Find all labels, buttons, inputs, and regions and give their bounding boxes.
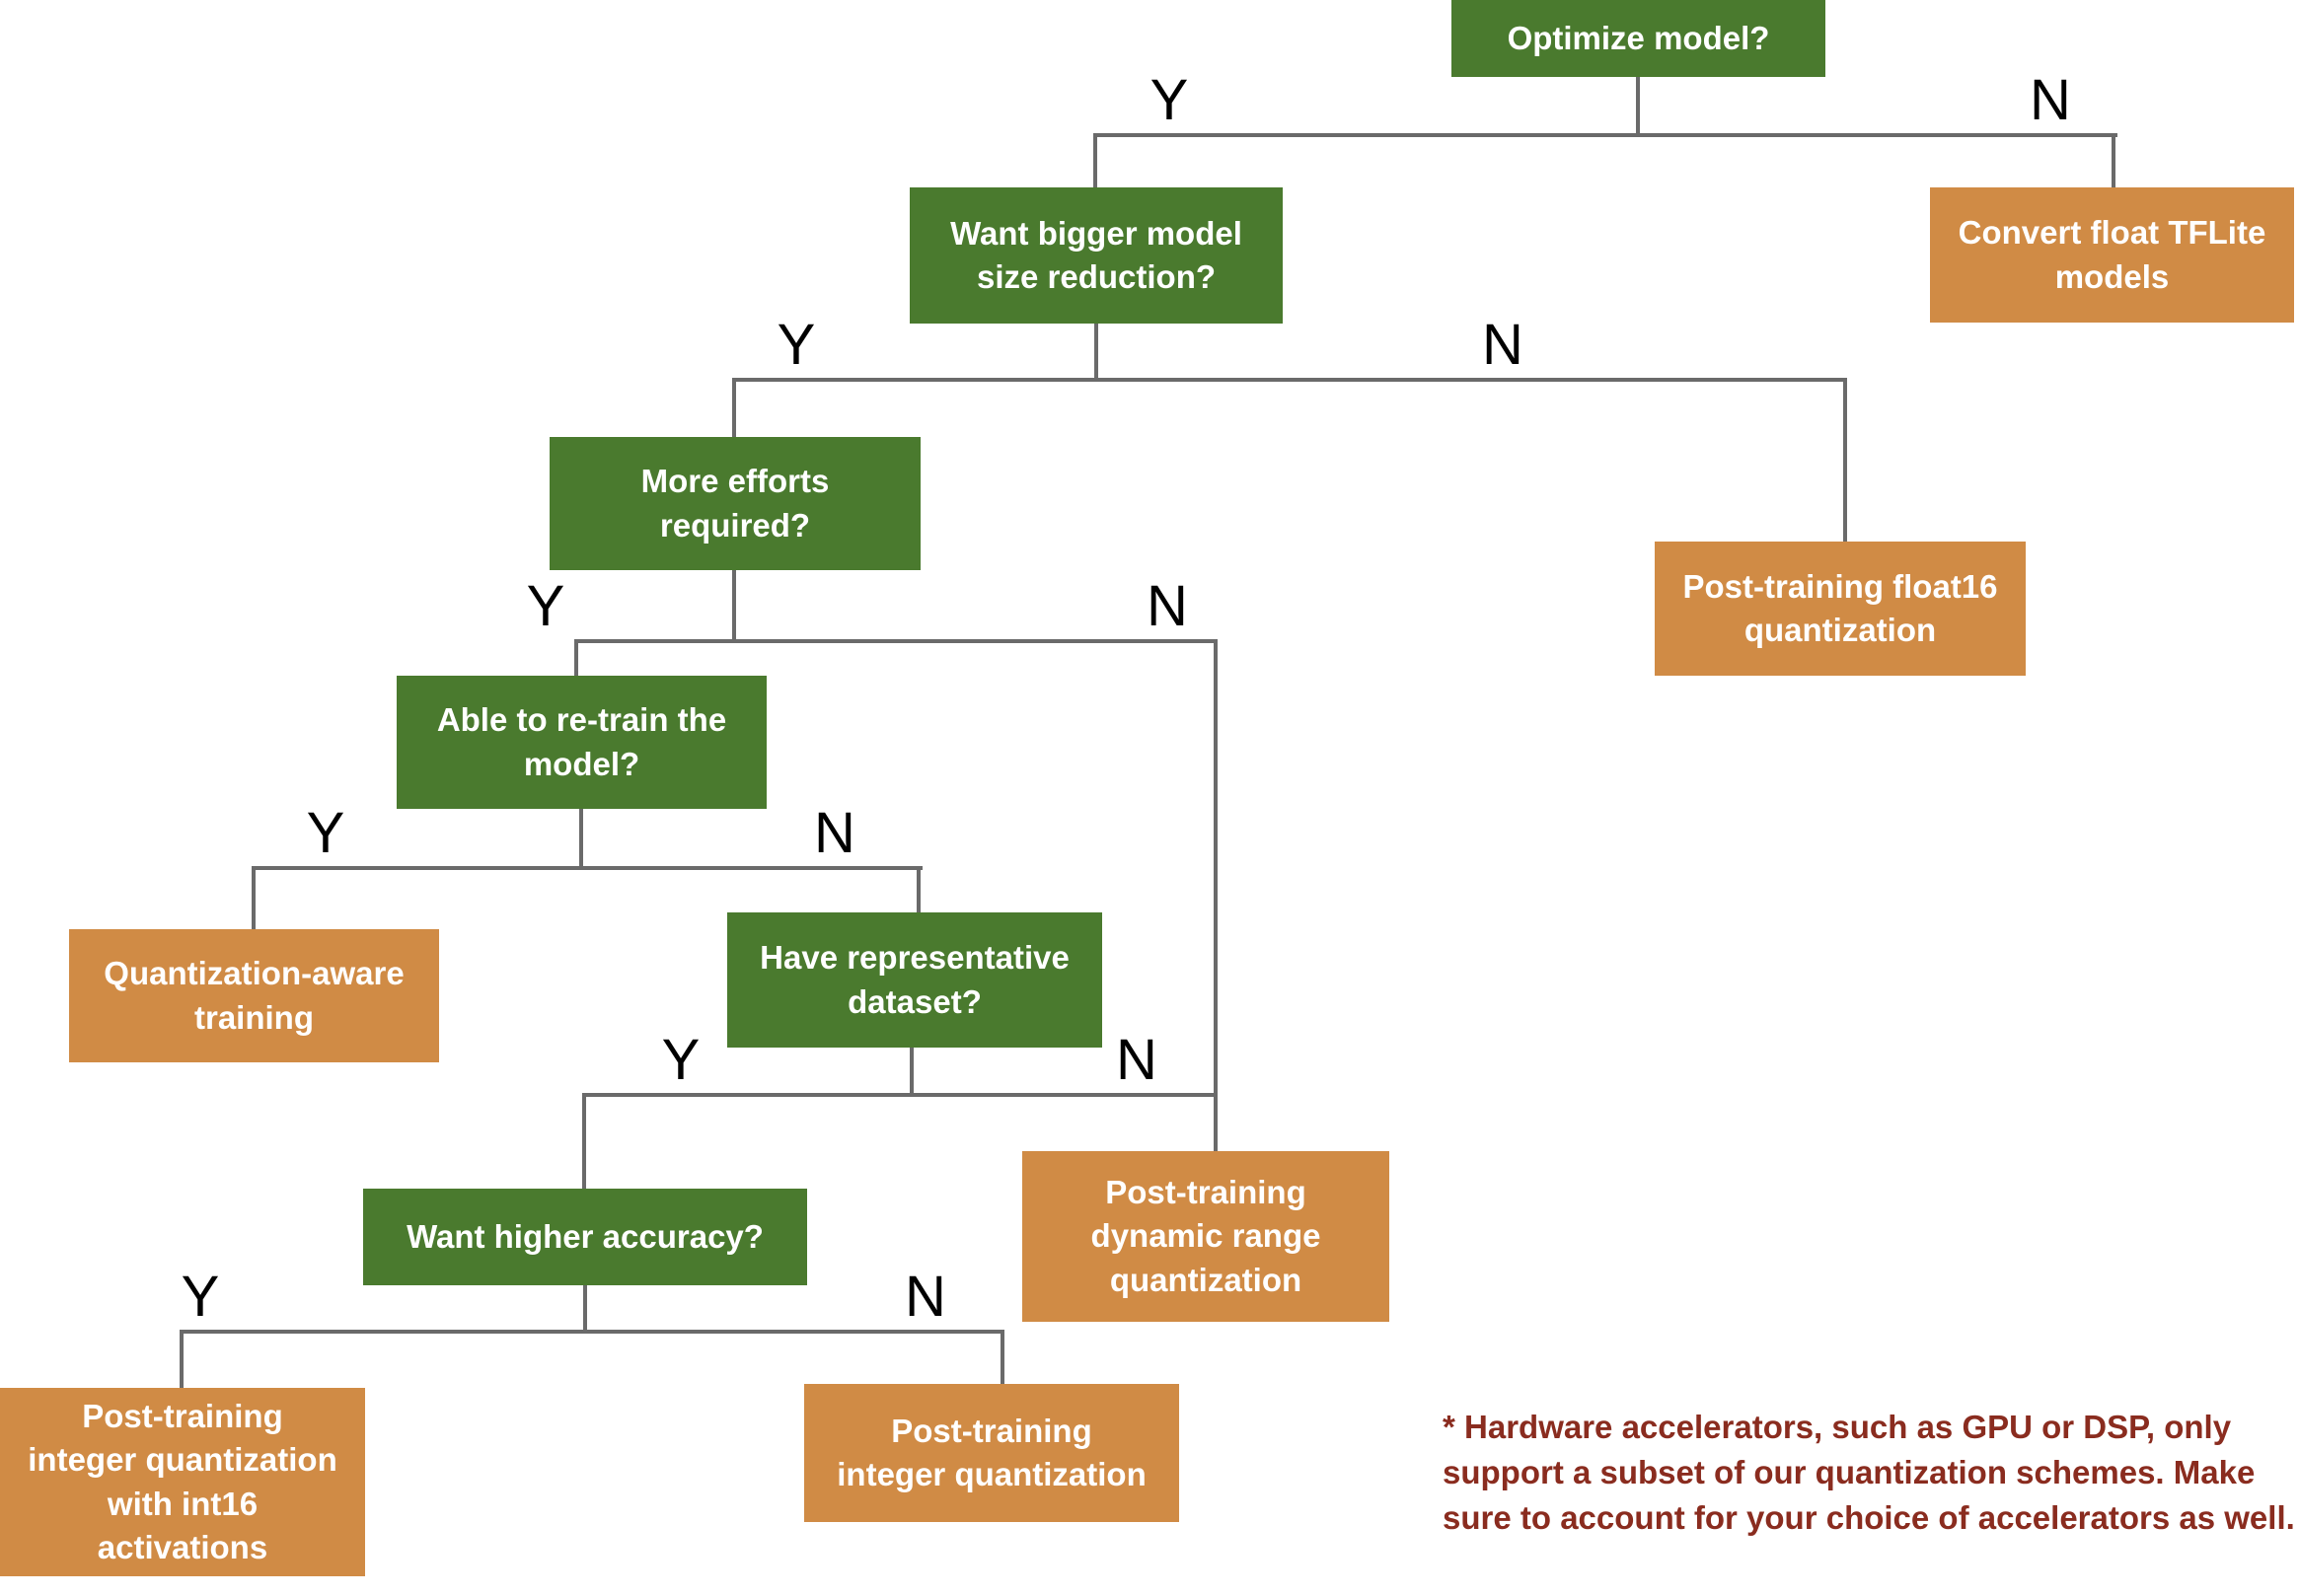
branch-label-tier3-yes: Y	[526, 574, 565, 638]
conn-tier4-horizontal	[252, 866, 923, 870]
node-label-line: integer quantization	[837, 1456, 1147, 1492]
conn-tier3-horizontal	[574, 639, 1218, 643]
node-integer-quantization	[804, 1384, 1179, 1522]
conn-accuracy-down	[583, 1283, 587, 1334]
node-more-efforts	[550, 437, 921, 570]
node-label-line: More efforts	[640, 463, 830, 500]
branch-label-tier3-no: N	[1147, 574, 1188, 638]
node-quantization-aware-training	[69, 929, 439, 1062]
conn-tier3-yes-drop	[574, 639, 578, 678]
node-label-line: with int16	[107, 1485, 259, 1522]
node-label-line: Have representative	[760, 939, 1070, 977]
conn-tier5-horizontal	[582, 1093, 1218, 1097]
conn-tier2-no-drop	[1843, 378, 1847, 544]
branch-label-tier4-yes: Y	[306, 801, 345, 865]
node-convert-float-tflite	[1930, 187, 2294, 323]
conn-dataset-down	[910, 1046, 914, 1097]
conn-tier5-yes-drop	[582, 1093, 586, 1191]
branch-label-tier6-no: N	[905, 1265, 946, 1329]
footnote-line: sure to account for your choice of accelerators as well.	[1443, 1499, 2295, 1537]
node-label-line: Post-training	[1105, 1174, 1306, 1211]
branch-label-tier4-no: N	[814, 801, 855, 865]
node-label-line: training	[194, 998, 314, 1036]
node-label-line: activations	[97, 1528, 268, 1565]
node-want-higher-accuracy	[363, 1189, 807, 1285]
conn-tier2-yes-drop	[732, 378, 736, 439]
node-label-line: Want higher accuracy?	[407, 1217, 764, 1255]
node-optimize-model	[1451, 0, 1825, 77]
node-label-line: model?	[523, 745, 640, 782]
branch-label-tier2-yes: Y	[777, 313, 816, 377]
conn-tier1-horizontal	[1093, 133, 2117, 137]
branch-label-tier1-yes: Y	[1150, 68, 1189, 132]
node-label-line: integer quantization	[28, 1441, 337, 1479]
node-label-line: Post-training	[891, 1412, 1092, 1449]
node-label-line: Want bigger model	[950, 214, 1242, 252]
node-label-line: required?	[659, 506, 811, 544]
node-label-line: dataset?	[848, 982, 982, 1020]
node-label-line: Convert float TFLite	[1958, 214, 2266, 252]
conn-moreefforts-down	[732, 568, 736, 643]
footnote-line: * Hardware accelerators, such as GPU or DSP, only	[1443, 1409, 2232, 1445]
node-dynamic-range-quantization	[1022, 1151, 1389, 1322]
node-label-line: Post-training	[82, 1398, 283, 1435]
node-label-line: models	[2054, 257, 2170, 295]
conn-wantbigger-down	[1094, 322, 1098, 382]
branch-label-tier5-no: N	[1116, 1028, 1157, 1092]
node-able-to-retrain	[397, 676, 767, 809]
conn-tier1-no-drop	[2112, 133, 2115, 189]
node-float16-quantization	[1655, 542, 2026, 676]
node-label-line: Quantization-aware	[104, 955, 405, 992]
branch-label-tier6-yes: Y	[181, 1265, 220, 1329]
footnote-line: support a subset of our quantization schemes. Make	[1443, 1454, 2256, 1491]
node-label-line: Able to re-train the	[436, 701, 727, 739]
branch-label-tier2-no: N	[1482, 313, 1523, 377]
footnote	[1443, 1405, 2299, 1542]
conn-tier4-no-drop	[917, 866, 921, 914]
conn-tier4-yes-drop	[252, 866, 256, 931]
node-label-line: Optimize model?	[1507, 19, 1770, 56]
conn-tier2-horizontal	[732, 378, 1847, 382]
node-label-line: quantization	[1109, 1261, 1302, 1298]
branch-label-tier1-no: N	[2030, 68, 2071, 132]
node-have-representative-dataset	[727, 912, 1102, 1048]
node-label-line: Post-training float16	[1682, 567, 1998, 605]
node-want-bigger-reduction	[910, 187, 1283, 324]
conn-retrain-down	[579, 807, 583, 870]
node-label-line: size reduction?	[976, 258, 1217, 295]
node-integer-quantization-int16	[0, 1388, 365, 1576]
conn-tier6-no-drop	[1001, 1330, 1004, 1386]
conn-tier3-no-long-drop	[1214, 639, 1218, 1153]
conn-optimize-down	[1636, 77, 1640, 137]
conn-tier1-yes-drop	[1093, 133, 1097, 189]
branch-label-tier5-yes: Y	[661, 1028, 701, 1092]
conn-tier6-yes-drop	[180, 1330, 184, 1390]
node-label-line: dynamic range	[1090, 1217, 1321, 1255]
conn-tier6-horizontal	[180, 1330, 1004, 1334]
node-label-line: quantization	[1743, 612, 1937, 648]
